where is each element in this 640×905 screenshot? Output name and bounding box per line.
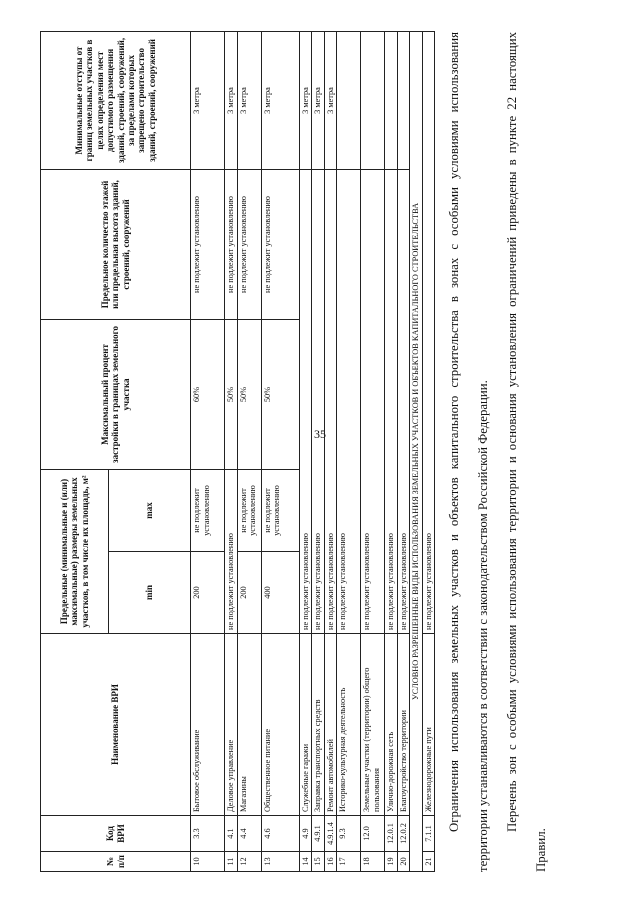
cell-name: Бытовое обслуживание	[191, 634, 225, 816]
header-num: № п/п	[41, 852, 191, 872]
table-row	[312, 31, 325, 871]
cell-offset	[385, 31, 398, 169]
cell-code: 9.3	[337, 816, 361, 852]
cell-name: Магазины	[237, 634, 261, 816]
cell-min: 400	[261, 552, 299, 634]
table-row	[337, 31, 361, 871]
cell-floors: не подлежит установлению	[261, 169, 299, 319]
cell-value: не подлежит установлению	[397, 169, 410, 633]
cell-code: 7.1.1	[422, 816, 435, 852]
cell-num: 13	[261, 852, 299, 872]
cell-offset	[397, 31, 410, 169]
cell-num: 19	[385, 852, 398, 872]
cell-value: не подлежит установлению	[385, 169, 398, 633]
cell-offset: 3 метра	[324, 31, 337, 169]
paragraph: Ограничения использования земельных участков и объектов капитального строительства в зонах с особыми условиями использования территории устанавливаются в соответствии с законодательством Российской Федерации.	[447, 32, 490, 872]
cell-offset: 3 метра	[237, 31, 261, 169]
cell-code: 12.0	[361, 816, 385, 852]
cell-name: Железнодорожные пути	[422, 634, 435, 816]
cell-offset: 3 метра	[312, 31, 325, 169]
table-row	[422, 31, 435, 871]
cell-code: 4.9.1.4	[324, 816, 337, 852]
cell-num: 20	[397, 852, 410, 872]
paragraph: Перечень зон с особыми условиями использования территории и основания установления ограничений приведены в пункте 22 настоящих Правил.	[505, 32, 548, 872]
cell-name: Заправка транспортных средств	[312, 634, 325, 816]
cell-max: не подлежит установлению	[261, 469, 299, 551]
cell-value: не подлежит установлению	[337, 169, 361, 633]
rotated-content	[40, 32, 600, 872]
cell-offset	[361, 31, 385, 169]
cell-code: 4.1	[225, 816, 238, 852]
cell-num: 17	[337, 852, 361, 872]
header-min: min	[109, 552, 191, 634]
body-text	[440, 32, 556, 872]
page-number: 35	[314, 427, 326, 441]
cell-min: 200	[191, 552, 225, 634]
table-row	[361, 31, 385, 871]
cell-name: Деловое управление	[225, 634, 238, 816]
cell-code: 12.0.1	[385, 816, 398, 852]
cell-pct: 60%	[191, 319, 225, 469]
cell-floors: не подлежит установлению	[191, 169, 225, 319]
cell-num: 14	[299, 852, 312, 872]
table-row	[261, 31, 299, 871]
cell-max: не подлежит установлению	[237, 469, 261, 551]
cell-value: не подлежит установлению	[422, 31, 435, 633]
table-row	[191, 31, 225, 871]
cell-offset: 3 метра	[261, 31, 299, 169]
cell-num: 12	[237, 852, 261, 872]
cell-name: Историко-культурная деятельность	[337, 634, 361, 816]
cell-minmax: не подлежит установлению	[225, 469, 238, 633]
cell-name: Ремонт автомобилей	[324, 634, 337, 816]
cell-offset: 3 метра	[225, 31, 238, 169]
cell-code: 12.0.2	[397, 816, 410, 852]
cell-name: Улично-дорожная сеть	[385, 634, 398, 816]
cell-value: не подлежит установлению	[361, 169, 385, 633]
cell-value: не подлежит установлению	[324, 169, 337, 633]
cell-code: 4.6	[261, 816, 299, 852]
cell-code: 4.9	[299, 816, 312, 852]
cell-value: не подлежит установлению	[299, 169, 312, 633]
table-row	[385, 31, 398, 871]
cell-floors: не подлежит установлению	[225, 169, 238, 319]
cell-offset	[337, 31, 361, 169]
cell-code: 4.9.1	[312, 816, 325, 852]
cell-pct: 50%	[261, 319, 299, 469]
cell-floors: не подлежит установлению	[237, 169, 261, 319]
cell-num: 10	[191, 852, 225, 872]
cell-pct: 50%	[225, 319, 238, 469]
cell-offset: 3 метра	[191, 31, 225, 169]
cell-code: 4.4	[237, 816, 261, 852]
regulations-table	[40, 31, 435, 872]
cell-num: 16	[324, 852, 337, 872]
section-row	[410, 31, 423, 871]
cell-pct: 50%	[237, 319, 261, 469]
cell-min: 200	[237, 552, 261, 634]
table-row	[324, 31, 337, 871]
header-max: max	[109, 469, 191, 551]
cell-name: Общественное питание	[261, 634, 299, 816]
header-name: Наименование ВРИ	[41, 634, 191, 816]
cell-value: не подлежит установлению	[312, 169, 325, 633]
table-row	[225, 31, 238, 871]
table-row	[237, 31, 261, 871]
header-code: Код ВРИ	[41, 816, 191, 852]
cell-offset: 3 метра	[299, 31, 312, 169]
section-title: УСЛОВНО РАЗРЕШЕННЫЕ ВИДЫ ИСПОЛЬЗОВАНИЯ ЗЕМЕЛЬНЫХ УЧАСТКОВ И ОБЪЕКТОВ КАПИТАЛЬНОГО СТРОИТЕЛЬСТВА	[410, 31, 423, 871]
cell-name: Благоустройство территории	[397, 634, 410, 816]
table-row	[299, 31, 312, 871]
cell-name: Земельные участки (территории) общего пользования	[361, 634, 385, 816]
cell-num: 11	[225, 852, 238, 872]
header-size-group: Предельные (минимальные и (или) максимальные) размеры земельных участков, в том числе их площадь, м²	[41, 469, 109, 633]
cell-num: 21	[422, 852, 435, 872]
header-pct: Максимальный процент застройки в границах земельного участка	[41, 319, 191, 469]
cell-code: 3.3	[191, 816, 225, 852]
header-floors: Предельное количество этажей или предельная высота зданий, строений, сооружений	[41, 169, 191, 319]
table-row	[397, 31, 410, 871]
header-offset: Минимальные отступы от границ земельных участков в целях определения мест допустимого размещения зданий, строений, сооружений, за пределами которых запрещено строительство зданий, строений, сооружений	[41, 31, 191, 169]
cell-num: 18	[361, 852, 385, 872]
cell-name: Служебные гаражи	[299, 634, 312, 816]
cell-max: не подлежит установлению	[191, 469, 225, 551]
cell-num: 15	[312, 852, 325, 872]
